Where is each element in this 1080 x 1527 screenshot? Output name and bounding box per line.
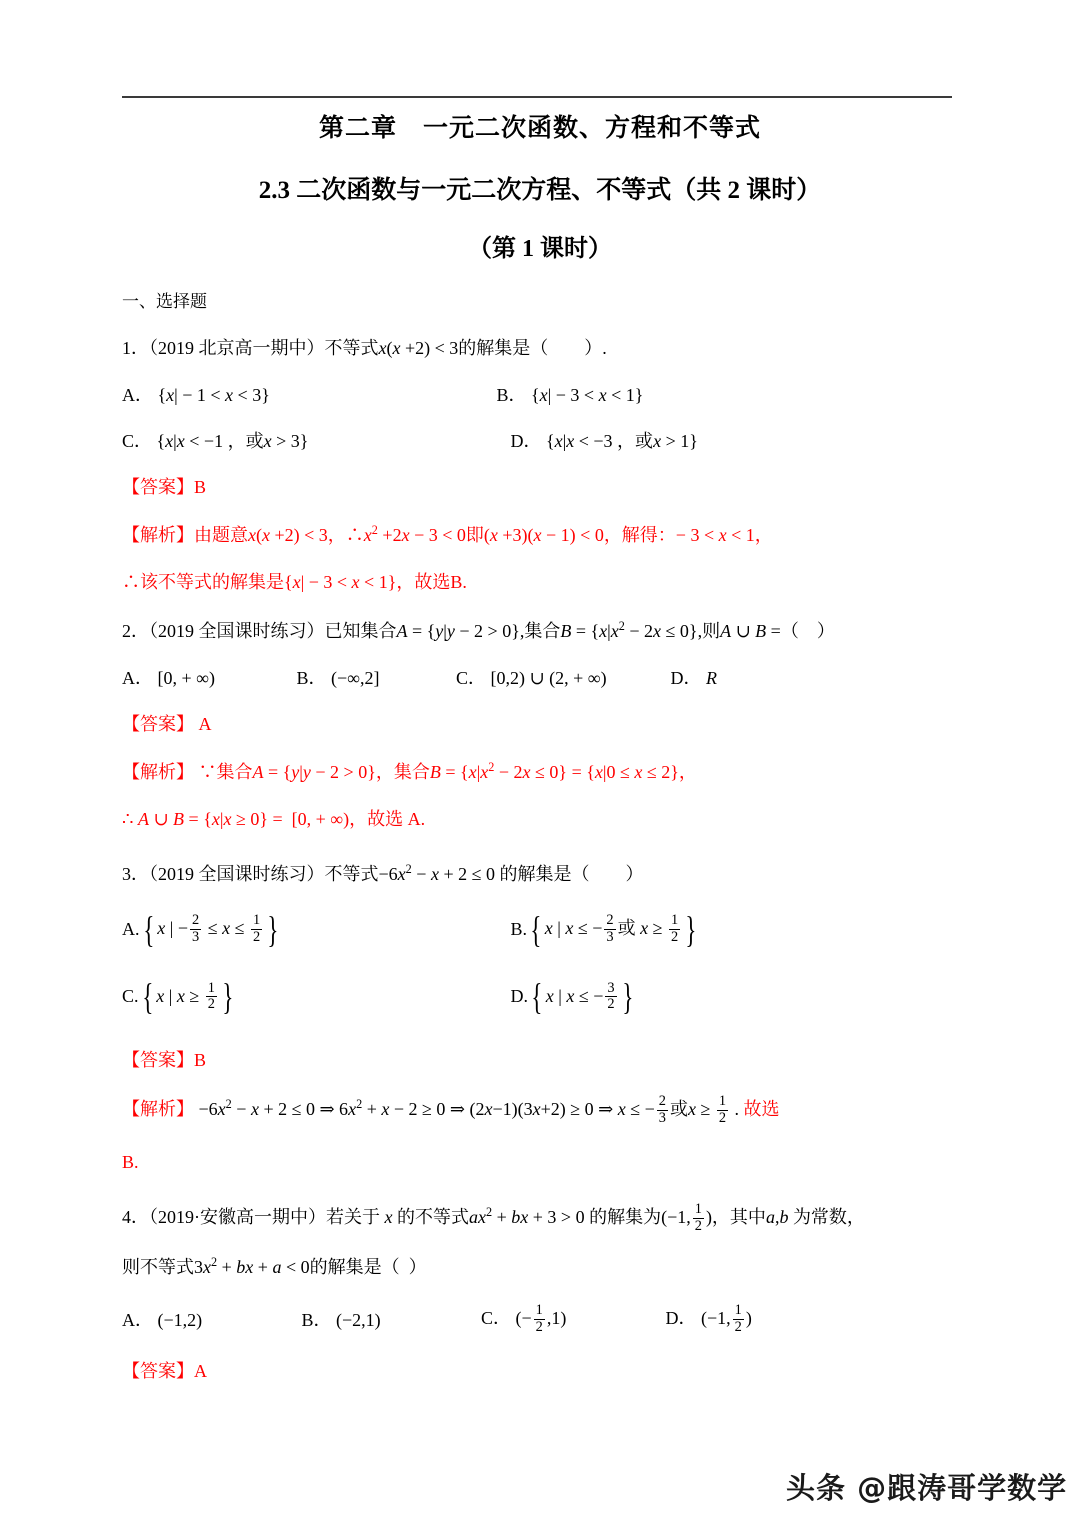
q4-option-d-key: D．	[665, 1308, 697, 1329]
question-2-options	[122, 664, 958, 692]
q2-number: 2	[122, 620, 131, 641]
question-3-solution-line-1: 【解析】 $-6x^2 - x + 2 \le 0$ ⇒ $6x^2 + x - 2 \ge 0$ ⇒ (2x−1)(3x+2) ≥ 0 ⇒ x ≤ − $\frac{2}{3}$ 或x ≥ $\frac{1}{2}$ . 故选	[122, 1093, 780, 1126]
q3-answer-label: 【答案】	[122, 1050, 194, 1071]
q3-solution-label: 【解析】	[122, 1099, 194, 1120]
q4-option-c-key: C．	[481, 1308, 512, 1329]
question-1-options-row-2	[122, 427, 958, 455]
q2-option-d-key: D．	[670, 668, 702, 689]
section-title-text: 2.3 二次函数与一元二次方程、不等式（共 2 课时）	[258, 176, 822, 204]
question-2-solution-line-2: ∴ A ∪ B = {x|x ≥ 0} = [0, + ∞)，故选 A.	[122, 808, 426, 829]
q1-answer-value: B	[194, 477, 207, 498]
q4-source: （2019·安徽高一期中）	[149, 1207, 326, 1228]
header-rule	[122, 96, 952, 98]
question-2-solution-line-1: 【解析】 ∵集合A = {y|y − 2 > 0}，集合$B = \{x|x^2 - 2x \le 0\} = \{x|0 \le x \le 2\}$，	[122, 759, 697, 782]
q2-option-b[interactable]: B． (−∞,2]	[296, 668, 380, 689]
question-4-stem-line-2: 则不等式$3x^2$ + bx + a < 0的解集是（ ）	[122, 1255, 427, 1278]
q3-option-b[interactable]: B.{ x | x ≤ − $\frac{2}{3}$ 或 x ≥ $\frac{1}{2}$ }	[510, 908, 697, 950]
q4-option-d[interactable]: D． (−1, $\frac{1}{2}$ )	[665, 1302, 752, 1335]
question-1-stem: 1．（2019 北京高一期中）不等式x(x +2) < 3的解集是（ ）.	[122, 337, 607, 358]
chapter-title: 第二章 一元二次函数、方程和不等式	[318, 115, 761, 142]
watermark: 头条 @跟涛哥学数学	[786, 1471, 1068, 1505]
q3-stem-pre: 不等式	[324, 863, 379, 884]
q1-option-a-key: A．	[122, 384, 153, 405]
q4-answer-value: A	[194, 1361, 207, 1382]
question-1-solution-line-2: ∴该不等式的解集是{x| − 3 < x < 1}，故选B.	[122, 571, 467, 592]
q2-option-a-key: A．	[122, 668, 153, 689]
q3-stem-post: 的解集是（ ）	[499, 863, 644, 884]
question-4-stem-line-1: 4．（2019·安徽高一期中）若关于 x 的不等式$ax^2$ + bx + 3 > 0 的解集为(−1, $\frac{1}{2}$ )，其中a,b 为常数，	[122, 1201, 865, 1234]
q3-option-d-key: D.	[510, 985, 528, 1006]
q3-number: 3	[122, 863, 131, 884]
q2-answer-label: 【答案】	[122, 714, 194, 735]
q3-answer-value: B	[194, 1050, 207, 1071]
question-3-answer	[122, 1047, 958, 1075]
q1-option-b[interactable]: B． {x| − 3 < x < 1}	[496, 384, 644, 405]
question-3-options-row-1	[122, 903, 958, 958]
q4-option-c[interactable]: C． (− $\frac{1}{2}$ ,1)	[481, 1302, 567, 1335]
q2-source: （2019 全国课时练习）	[149, 620, 325, 641]
q1-option-a[interactable]: A． {x| − 1 < x < 3}	[122, 384, 270, 405]
q2-option-c-key: C．	[456, 668, 487, 689]
q1-option-c-key: C．	[122, 431, 153, 452]
q4-option-b-key: B．	[301, 1309, 332, 1330]
q2-option-c[interactable]: C． [0,2) ∪ (2, + ∞)	[456, 668, 607, 689]
question-4-answer	[122, 1358, 958, 1386]
q2-option-d[interactable]: D． R	[670, 668, 717, 689]
question-1-options-row-1	[122, 380, 958, 408]
q3-option-c-key: C.	[122, 985, 139, 1006]
question-4-options	[122, 1304, 958, 1336]
question-1-solution-line-1: 【解析】由题意x(x +2) < 3，$\therefore x^2 +2x - 3 < 0$即(x +3)(x − 1) < 0，解得：− 3 < x < 1，	[122, 523, 773, 546]
question-2-answer	[122, 711, 958, 739]
q3-solution-tail: 故选	[743, 1099, 780, 1120]
question-3-solution-line-2	[122, 1149, 958, 1177]
q2-solution-label: 【解析】	[122, 761, 194, 782]
q4-answer-label: 【答案】	[122, 1361, 194, 1382]
q1-number: 1	[122, 337, 131, 358]
q2-option-a[interactable]: A． [0, + ∞)	[122, 668, 215, 689]
q4-option-a[interactable]: A． (−1,2)	[122, 1309, 203, 1330]
q3-option-b-key: B.	[510, 918, 528, 939]
q3-option-a[interactable]: A.{ x | − $\frac{2}{3}$ ≤ x ≤ $\frac{1}{2}$ }	[122, 908, 279, 950]
question-3-options-row-2	[122, 970, 958, 1025]
document-content	[122, 104, 958, 1386]
q1-stem-post: 的解集是（ ）.	[458, 337, 607, 358]
q1-option-d-key: D．	[510, 431, 542, 452]
question-3-stem: 3．（2019 全国课时练习）不等式$-6x^2 - x + 2 \le 0$ 的解集是（ ）	[122, 861, 644, 884]
section-label: 一、选择题	[122, 292, 207, 311]
q2-answer-value: A	[198, 714, 212, 735]
q1-answer-label: 【答案】	[122, 477, 194, 498]
q3-solution-tail2: B.	[122, 1152, 139, 1173]
q3-option-a-key: A.	[122, 918, 140, 939]
q1-stem-pre: 不等式	[324, 337, 379, 358]
question-2-stem: 2．（2019 全国课时练习）已知集合A = {y|y − 2 > 0},集合$B = \{x|x^2 - 2x \le 0\}$,则A ∪ B =（ ）	[122, 618, 835, 641]
q3-source: （2019 全国课时练习）	[149, 863, 325, 884]
q4-option-a-key: A．	[122, 1309, 153, 1330]
q4-number: 4	[122, 1207, 131, 1228]
q1-source: （2019 北京高一期中）	[149, 337, 325, 358]
question-1-answer	[122, 474, 958, 502]
q1-option-c[interactable]: C． {x|x < −1 ，或x > 3}	[122, 431, 309, 452]
q2-option-b-key: B．	[296, 668, 327, 689]
q3-option-c[interactable]: C.{ x | x ≥ $\frac{1}{2}$ }	[122, 976, 234, 1018]
section-title	[122, 172, 958, 210]
q1-option-d[interactable]: D． {x|x < −3 ，或x > 1}	[510, 431, 698, 452]
q1-option-b-key: B．	[496, 384, 527, 405]
q1-solution-label: 【解析】	[122, 525, 194, 546]
q4-option-b[interactable]: B． (−2,1)	[301, 1309, 381, 1330]
q3-option-d[interactable]: D.{ x | x ≤ − $\frac{3}{2}$ }	[510, 976, 633, 1018]
lesson-title: （第 1 课时）	[468, 236, 612, 262]
